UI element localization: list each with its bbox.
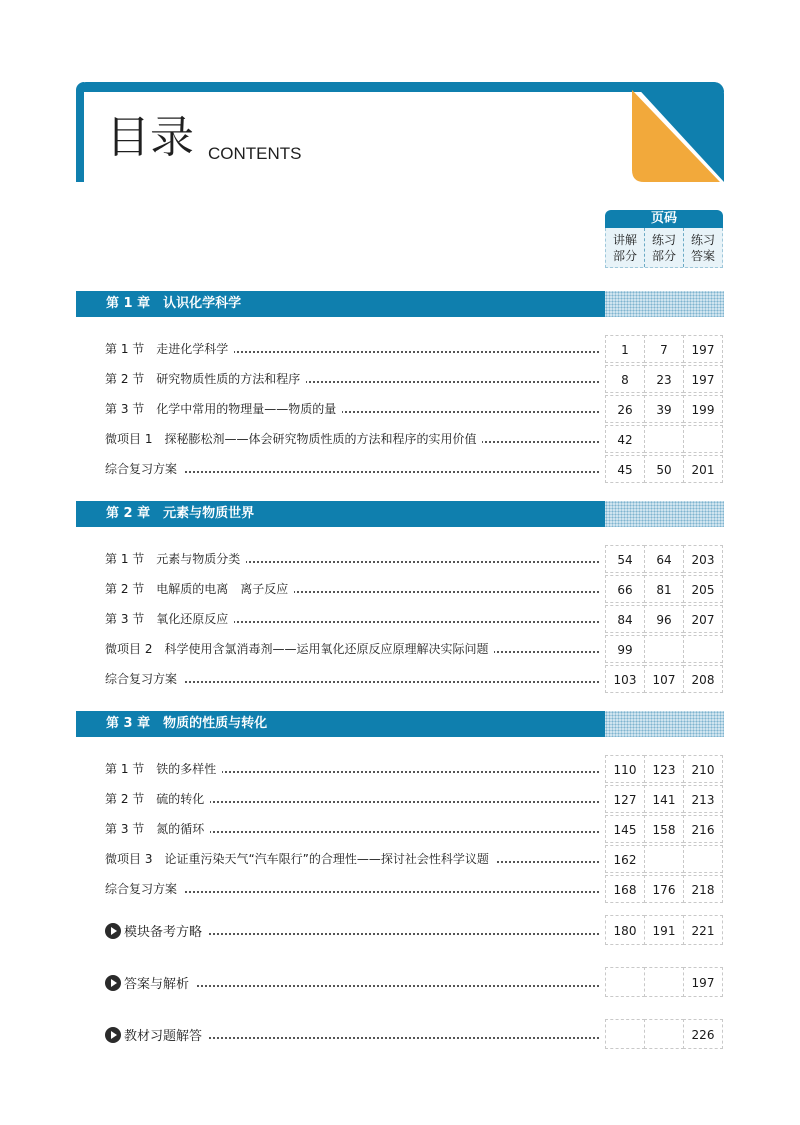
toc-row[interactable] [105,875,725,903]
toc-row-label: 综合复习方案 [105,670,183,687]
page-practice: 107 [644,665,684,693]
toc-row-label: 第 2 节 研究物质性质的方法和程序 [105,370,306,387]
page-lecture: 26 [605,395,645,423]
page-lecture: 99 [605,635,645,663]
page-lecture: 168 [605,875,645,903]
toc-row-label: 综合复习方案 [105,460,183,477]
column-answers: 练习 答案 [690,233,715,263]
toc-row[interactable] [105,785,725,813]
page-lecture: 84 [605,605,645,633]
chapter-bar [76,501,724,527]
toc-section-label: 教材习题解答 [124,1029,203,1044]
toc-row-label: 第 3 节 氧化还原反应 [105,610,234,627]
page-practice [644,845,684,873]
page-practice: 81 [644,575,684,603]
play-arrow-icon [105,975,121,991]
page-practice: 176 [644,875,684,903]
page-lecture [605,967,645,997]
page-answer: 221 [683,915,723,945]
page-answer [683,425,723,453]
toc-row-label: 第 3 节 化学中常用的物理量——物质的量 [105,400,342,417]
header-left-border [76,82,84,182]
page-answer: 197 [683,967,723,997]
page-practice: 7 [644,335,684,363]
toc-section-row[interactable] [105,915,725,945]
chapter-bar-pattern [605,501,724,527]
page-lecture: 66 [605,575,645,603]
page-lecture [605,1019,645,1049]
page-answer: 226 [683,1019,723,1049]
chapter-bar [76,711,724,737]
page-lecture: 162 [605,845,645,873]
page-practice: 191 [644,915,684,945]
chapter-bar-pattern [605,711,724,737]
toc-row[interactable] [105,365,725,393]
page-lecture: 54 [605,545,645,573]
page-answer [683,845,723,873]
page-practice: 50 [644,455,684,483]
header-top-border [76,82,724,92]
page-answer: 197 [683,365,723,393]
page-answer: 197 [683,335,723,363]
page-practice: 39 [644,395,684,423]
contents-header [76,82,724,182]
page-lecture: 110 [605,755,645,783]
page-answer: 218 [683,875,723,903]
toc-row[interactable] [105,605,725,633]
page-answer: 203 [683,545,723,573]
page-lecture: 180 [605,915,645,945]
toc-row-label: 第 1 节 元素与物质分类 [105,550,246,567]
header-corner-decoration [632,82,724,182]
chapter-bar-pattern [605,291,724,317]
page-subtitle: CONTENTS [208,144,302,163]
page-practice: 123 [644,755,684,783]
chapter-title: 第 3 章 物质的性质与转化 [76,711,605,737]
page-answer: 205 [683,575,723,603]
page-practice: 141 [644,785,684,813]
toc-row-label: 第 3 节 氮的循环 [105,820,210,837]
toc-section-label: 模块备考方略 [124,925,203,940]
toc-row[interactable] [105,845,725,873]
toc-section-label: 答案与解析 [124,977,190,992]
toc-row-label: 第 1 节 走进化学科学 [105,340,234,357]
page-lecture: 1 [605,335,645,363]
page-lecture: 45 [605,455,645,483]
toc-row[interactable] [105,455,725,483]
page-practice [644,967,684,997]
chapter-bar [76,291,724,317]
toc-row-label: 第 1 节 铁的多样性 [105,760,222,777]
page-lecture: 103 [605,665,645,693]
toc-row[interactable] [105,635,725,663]
page-number-title: 页码 [605,210,723,228]
page-practice [644,1019,684,1049]
toc-row-label: 综合复习方案 [105,880,183,897]
toc-row[interactable] [105,665,725,693]
toc-section-row[interactable] [105,1019,725,1049]
toc-row[interactable] [105,425,725,453]
page-answer: 207 [683,605,723,633]
chapter-title: 第 2 章 元素与物质世界 [76,501,605,527]
page-answer: 208 [683,665,723,693]
column-lecture: 讲解 部分 [606,228,645,267]
page-answer: 213 [683,785,723,813]
page-practice: 96 [644,605,684,633]
toc-row[interactable] [105,395,725,423]
toc-row[interactable] [105,335,725,363]
page-practice: 158 [644,815,684,843]
toc-row-label: 微项目 2 科学使用含氯消毒剂——运用氧化还原反应原理解决实际问题 [105,640,494,657]
toc-row[interactable] [105,545,725,573]
page-practice [644,635,684,663]
page-answer: 216 [683,815,723,843]
toc-row-label: 第 2 节 电解质的电离 离子反应 [105,580,294,597]
play-arrow-icon [105,923,121,939]
play-arrow-icon [105,1027,121,1043]
page-lecture: 127 [605,785,645,813]
toc-row[interactable] [105,815,725,843]
page-answer [683,635,723,663]
toc-section-row[interactable] [105,967,725,997]
toc-row-label: 微项目 1 探秘膨松剂——体会研究物质性质的方法和程序的实用价值 [105,430,482,447]
page-lecture: 42 [605,425,645,453]
page-practice: 23 [644,365,684,393]
page-answer: 210 [683,755,723,783]
toc-row[interactable] [105,575,725,603]
page-practice [644,425,684,453]
toc-row-label: 第 2 节 硫的转化 [105,790,210,807]
toc-row-label: 微项目 3 论证重污染天气“汽车限行”的合理性——探讨社会性科学议题 [105,850,495,867]
page-lecture: 8 [605,365,645,393]
column-practice: 练习 部分 [645,228,684,267]
page-title: 目录 [106,112,194,163]
chapter-title: 第 1 章 认识化学科学 [76,291,605,317]
page-lecture: 145 [605,815,645,843]
toc-row[interactable] [105,755,725,783]
page-number-header [605,210,723,268]
page-practice: 64 [644,545,684,573]
page-answer: 201 [683,455,723,483]
page-answer: 199 [683,395,723,423]
